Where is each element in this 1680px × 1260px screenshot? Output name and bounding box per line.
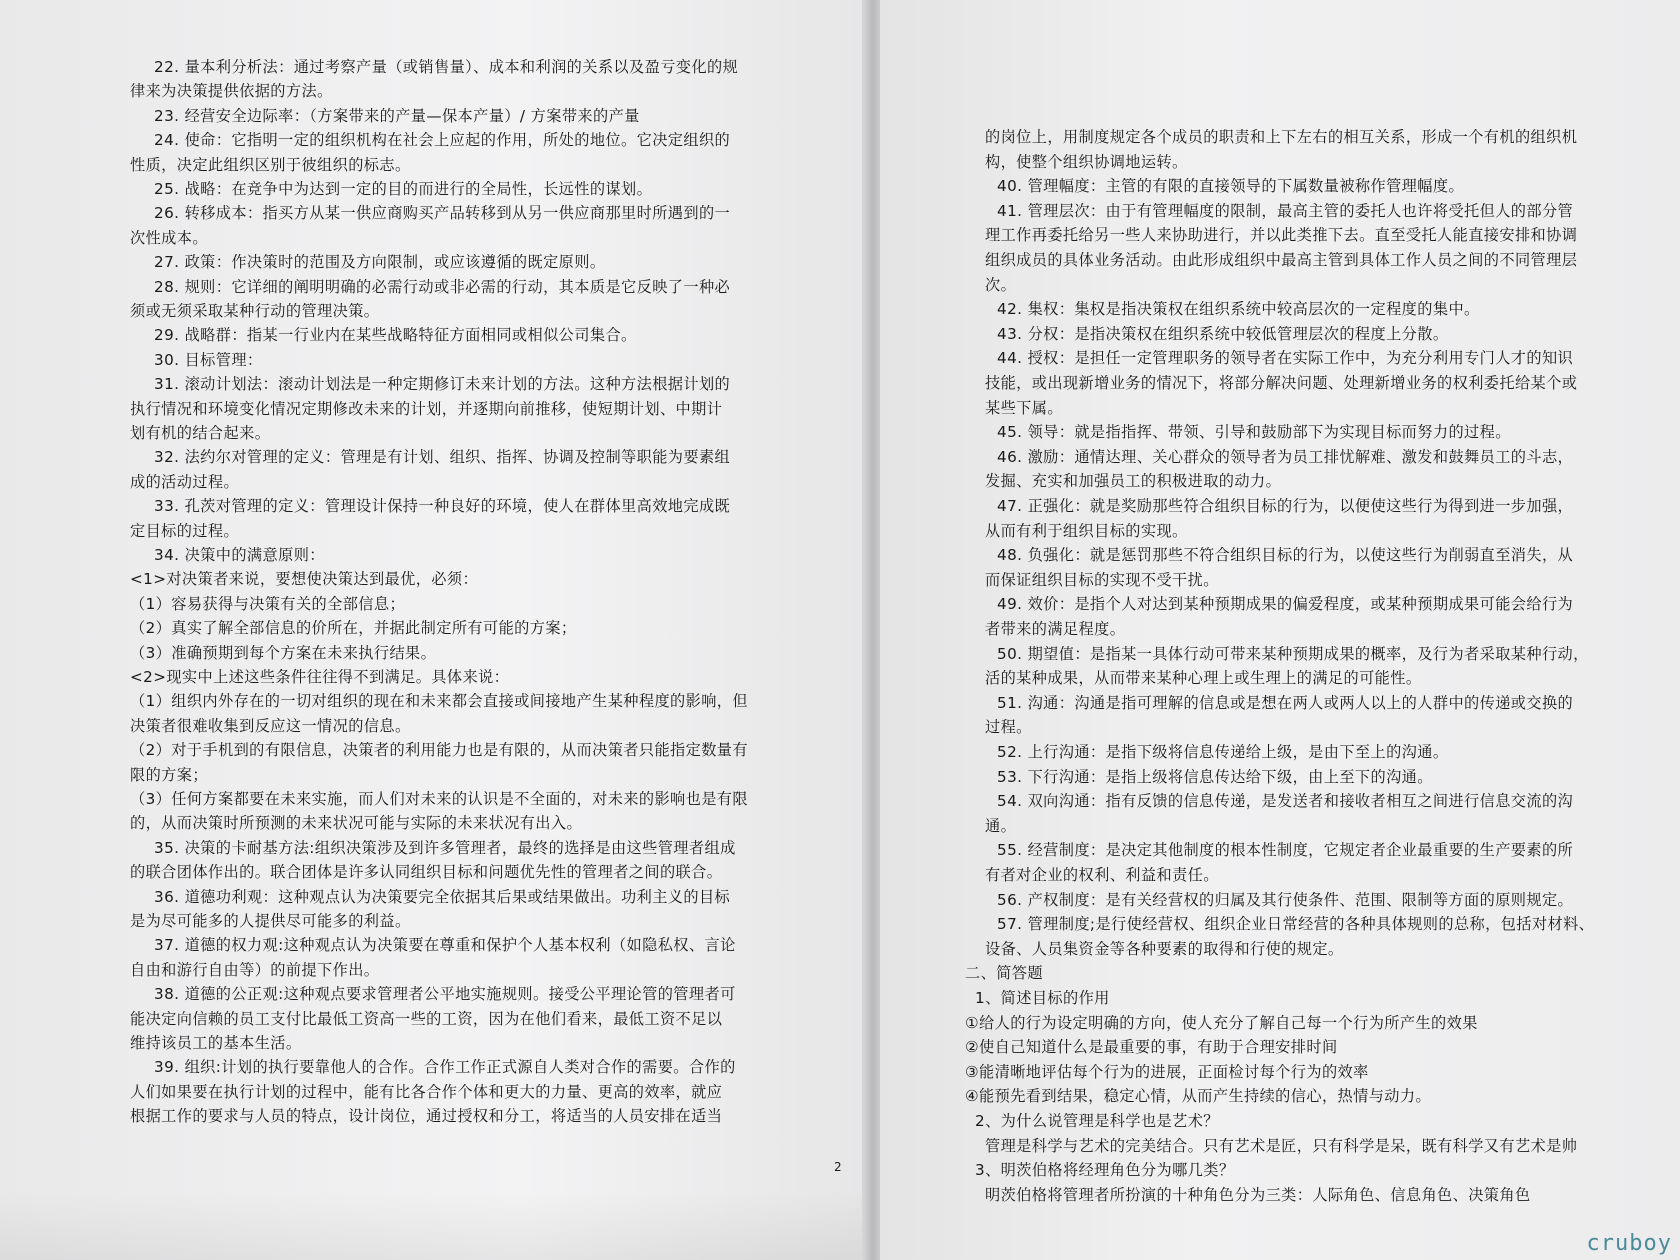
- text-line: 28. 规则：它详细的阐明明确的必需行动或非必需的行动，其本质是它反映了一种必: [154, 277, 731, 296]
- text-line: 22. 量本利分析法：通过考察产量（或销售量）、成本和利润的关系以及盈亏变化的规: [154, 58, 739, 76]
- text-line: 39. 组织:计划的执行要靠他人的合作。合作工作正式源自人类对合作的需要。合作的: [154, 1058, 736, 1077]
- text-line: 47. 正强化：就是奖励那些符合组织目标的行为，以便使这些行为得到进一步加强，: [997, 497, 1574, 515]
- text-line: （3）任何方案都要在未来实施，而人们对未来的认识是不全面的，对未来的影响也是有限: [130, 790, 748, 808]
- text-line: 律来为决策提供依据的方法。: [130, 82, 333, 101]
- text-line: 的，从而决策时所预测的未来状况可能与实际的未来状况有出入。: [130, 814, 583, 833]
- text-line: 30. 目标管理：: [154, 350, 263, 369]
- text-line: 1、简述目标的作用: [975, 989, 1110, 1007]
- text-line: 37. 道德的权力观:这种观点认为决策要在尊重和保护个人基本权利（如隐私权、言论: [154, 936, 736, 955]
- text-line: 过程。: [985, 718, 1032, 737]
- page-number: 2: [834, 1160, 842, 1174]
- text-line: 某些下属。: [985, 398, 1063, 417]
- text-line: 能决定向信赖的员工支付比最低工资高一些的工资，因为在他们看来，最低工资不足以: [130, 1009, 723, 1028]
- text-line: 26. 转移成本：指买方从某一供应商购买产品转移到从另一供应商那里时所遇到的一: [154, 204, 731, 223]
- text-line: 须或无须采取某种行动的管理决策。: [130, 302, 380, 320]
- text-line: 50. 期望值：是指某一具体行动可带来某种预期成果的概率，及行为者采取某种行动，: [997, 644, 1589, 663]
- text-line: 自由和游行自由等）的前提下作出。: [130, 960, 380, 979]
- text-line: 32. 法约尔对管理的定义：管理是有计划、组织、指挥、协调及控制等职能为要素组: [154, 448, 731, 467]
- text-line: <2>现实中上述这些条件往往得不到满足。具体来说：: [130, 668, 510, 686]
- text-line: 执行情况和环境变化情况定期修改未来的计划，并逐期向前推移，使短期计划、中期计: [130, 399, 723, 418]
- text-line: 27. 政策：作决策时的范围及方向限制，或应该遵循的既定原则。: [154, 253, 606, 272]
- text-line: 41. 管理层次：由于有管理幅度的限制，最高主管的委托人也许将受托但人的部分管: [997, 201, 1574, 220]
- text-line: 24. 使命：它指明一定的组织机构在社会上应起的作用，所处的地位。它决定组织的: [154, 131, 731, 150]
- text-line: 活的某种成果，从而带来某种心理上或生理上的满足的可能性。: [985, 669, 1422, 688]
- text-line: 44. 授权：是担任一定管理职务的领导者在实际工作中，为充分利用专门人才的知识: [997, 349, 1574, 368]
- text-line: 33. 孔茨对管理的定义：管理设计保持一种良好的环境，使人在群体里高效地完成既: [154, 497, 731, 516]
- text-line: 的岗位上，用制度规定各个成员的职责和上下左右的相互关系，形成一个有机的组织机: [985, 128, 1578, 146]
- text-line: 49. 效价：是指个人对达到某种预期成果的偏爱程度，或某种预期成果可能会给行为: [997, 595, 1574, 614]
- text-line: 51. 沟通：沟通是指可理解的信息或是想在两人或两人以上的人群中的传递或交换的: [997, 693, 1574, 712]
- text-line: 25. 战略：在竞争中为达到一定的目的而进行的全局性，长远性的谋划。: [154, 180, 653, 198]
- text-line: 人们如果要在执行计划的过程中，能有比各合作个体和更大的力量、更高的效率，就应: [130, 1082, 723, 1101]
- text-line: 52. 上行沟通：是指下级将信息传递给上级，是由下至上的沟通。: [997, 743, 1449, 761]
- text-line: 成的活动过程。: [130, 472, 240, 491]
- page-shadow: [0, 1190, 868, 1260]
- text-line: 3、明茨伯格将经理角色分为哪几类？: [975, 1161, 1235, 1180]
- text-line: 29. 战略群：指某一行业内在某些战略特征方面相同或相似公司集合。: [154, 326, 637, 345]
- text-line: （1）容易获得与决策有关的全部信息；: [130, 594, 406, 613]
- text-line: 56. 产权制度：是有关经营权的归属及其行使条件、范围、限制等方面的原则规定。: [997, 890, 1574, 909]
- text-line: 31. 滚动计划法：滚动计划法是一种定期修订未来计划的方法。这种方法根据计划的: [154, 375, 731, 394]
- text-line: 理工作再委托给另一些人来协助进行，并以此类推下去。直至受托人能直接安排和协调: [985, 226, 1578, 245]
- text-line: 而保证组织目标的实现不受干扰。: [985, 570, 1219, 589]
- text-line: 决策者很难收集到反应这一情况的信息。: [130, 716, 411, 735]
- text-line: 从而有利于组织目标的实现。: [985, 521, 1188, 540]
- text-line: 43. 分权：是指决策权在组织系统中较低管理层次的程度上分散。: [997, 324, 1449, 343]
- text-line: 划有机的结合起来。: [130, 424, 271, 442]
- text-line: 维持该员工的基本生活。: [130, 1034, 302, 1052]
- text-line: 2、为什么说管理是科学也是艺术？: [975, 1112, 1219, 1130]
- text-line: 40. 管理幅度：主管的有限的直接领导的下属数量被称作管理幅度。: [997, 177, 1465, 196]
- text-line: 发掘、充实和加强员工的积极进取的动力。: [985, 472, 1282, 491]
- text-line: 二、简答题: [965, 964, 1043, 983]
- text-line: 有者对企业的权利、利益和责任。: [985, 866, 1219, 884]
- text-line: 次。: [985, 275, 1017, 294]
- text-line: （2）真实了解全部信息的价所在，并据此制定所有可能的方案；: [130, 619, 577, 638]
- text-line: 42. 集权：集权是指决策权在组织系统中较高层次的一定程度的集中。: [997, 300, 1480, 319]
- text-line: 构，使整个组织协调地运转。: [985, 152, 1188, 171]
- text-line: 技能，或出现新增业务的情况下，将部分解决问题、处理新增业务的权利委托给某个或: [985, 374, 1578, 392]
- text-line: 54. 双向沟通：指有反馈的信息传递，是发送者和接收者相互之间进行信息交流的沟: [997, 792, 1574, 811]
- text-line: 45. 领导：就是指指挥、带领、引导和鼓励部下为实现目标而努力的过程。: [997, 423, 1511, 442]
- text-line: 34. 决策中的满意原则：: [154, 546, 325, 564]
- text-line: 23. 经营安全边际率：（方案带来的产量—保本产量）/ 方案带来的产量: [154, 106, 640, 125]
- text-line: 55. 经营制度：是决定其他制度的根本性制度，它规定者企业最重要的生产要素的所: [997, 841, 1574, 860]
- text-line: ②使自己知道什么是最重要的事，有助于合理安排时间: [965, 1038, 1338, 1057]
- text-line: ④能预先看到结果，稳定心情，从而产生持续的信心，热情与动力。: [965, 1087, 1432, 1106]
- text-line: 53. 下行沟通：是指上级将信息传达给下级，由上至下的沟通。: [997, 767, 1433, 786]
- text-line: 明茨伯格将管理者所扮演的十种角色分为三类：人际角色、信息角色、决策角色: [985, 1185, 1531, 1204]
- text-line: 38. 道德的公正观:这种观点要求管理者公平地实施规则。接受公平理论管的管理者可: [154, 985, 736, 1004]
- text-line: （1）组织内外存在的一切对组织的现在和未来都会直接或间接地产生某种程度的影响，但: [130, 692, 748, 711]
- text-line: <1>对决策者来说，要想使决策达到最优，必须：: [130, 570, 479, 589]
- text-line: 通。: [985, 816, 1017, 835]
- text-line: 限的方案；: [130, 765, 208, 784]
- text-line: ③能清晰地评估每个行为的进展，正面检讨每个行为的效率: [965, 1062, 1369, 1081]
- text-line: 的联合团体作出的。联合团体是许多认同组织目标和问题优先性的管理者之间的联合。: [130, 863, 723, 882]
- text-line: 48. 负强化：就是惩罚那些不符合组织目标的行为，以使这些行为削弱直至消失，从: [997, 546, 1574, 565]
- text-line: 管理是科学与艺术的完美结合。只有艺术是匠，只有科学是呆，既有科学又有艺术是帅: [985, 1136, 1578, 1155]
- text-line: 根据工作的要求与人员的特点，设计岗位，通过授权和分工，将适当的人员安排在适当: [130, 1107, 723, 1126]
- text-line: 次性成本。: [130, 228, 208, 247]
- text-line: 组织成员的具体业务活动。由此形成组织中最高主管到具体工作人员之间的不同管理层: [985, 251, 1578, 269]
- text-line: 46. 激励：通情达理、关心群众的领导者为员工排忧解难、激发和鼓舞员工的斗志，: [997, 447, 1574, 466]
- text-line: ①给人的行为设定明确的方向，使人充分了解自己每一个行为所产生的效果: [965, 1013, 1478, 1032]
- text-line: 35. 决策的卡耐基方法:组织决策涉及到许多管理者，最终的选择是由这些管理者组成: [154, 838, 736, 857]
- text-line: 者带来的满足程度。: [985, 620, 1126, 638]
- text-line: （2）对于手机到的有限信息，决策者的利用能力也是有限的，从而决策者只能指定数量有: [130, 741, 748, 760]
- text-line: 是为尽可能多的人提供尽可能多的利益。: [130, 912, 411, 930]
- text-line: 性质，决定此组织区别于彼组织的标志。: [130, 155, 411, 174]
- text-line: （3）准确预期到每个方案在未来执行结果。: [130, 643, 437, 662]
- text-line: 36. 道德功利观：这种观点认为决策要完全依据其后果或结果做出。功利主义的目标: [154, 887, 731, 906]
- watermark: cruboy: [1586, 1231, 1672, 1256]
- text-line: 定目标的过程。: [130, 521, 240, 540]
- text-line: 设备、人员集资金等各种要素的取得和行使的规定。: [985, 939, 1344, 958]
- text-line: 57. 管理制度;是行使经营权、组织企业日常经营的各种具体规则的总称，包括对材料、: [997, 915, 1595, 934]
